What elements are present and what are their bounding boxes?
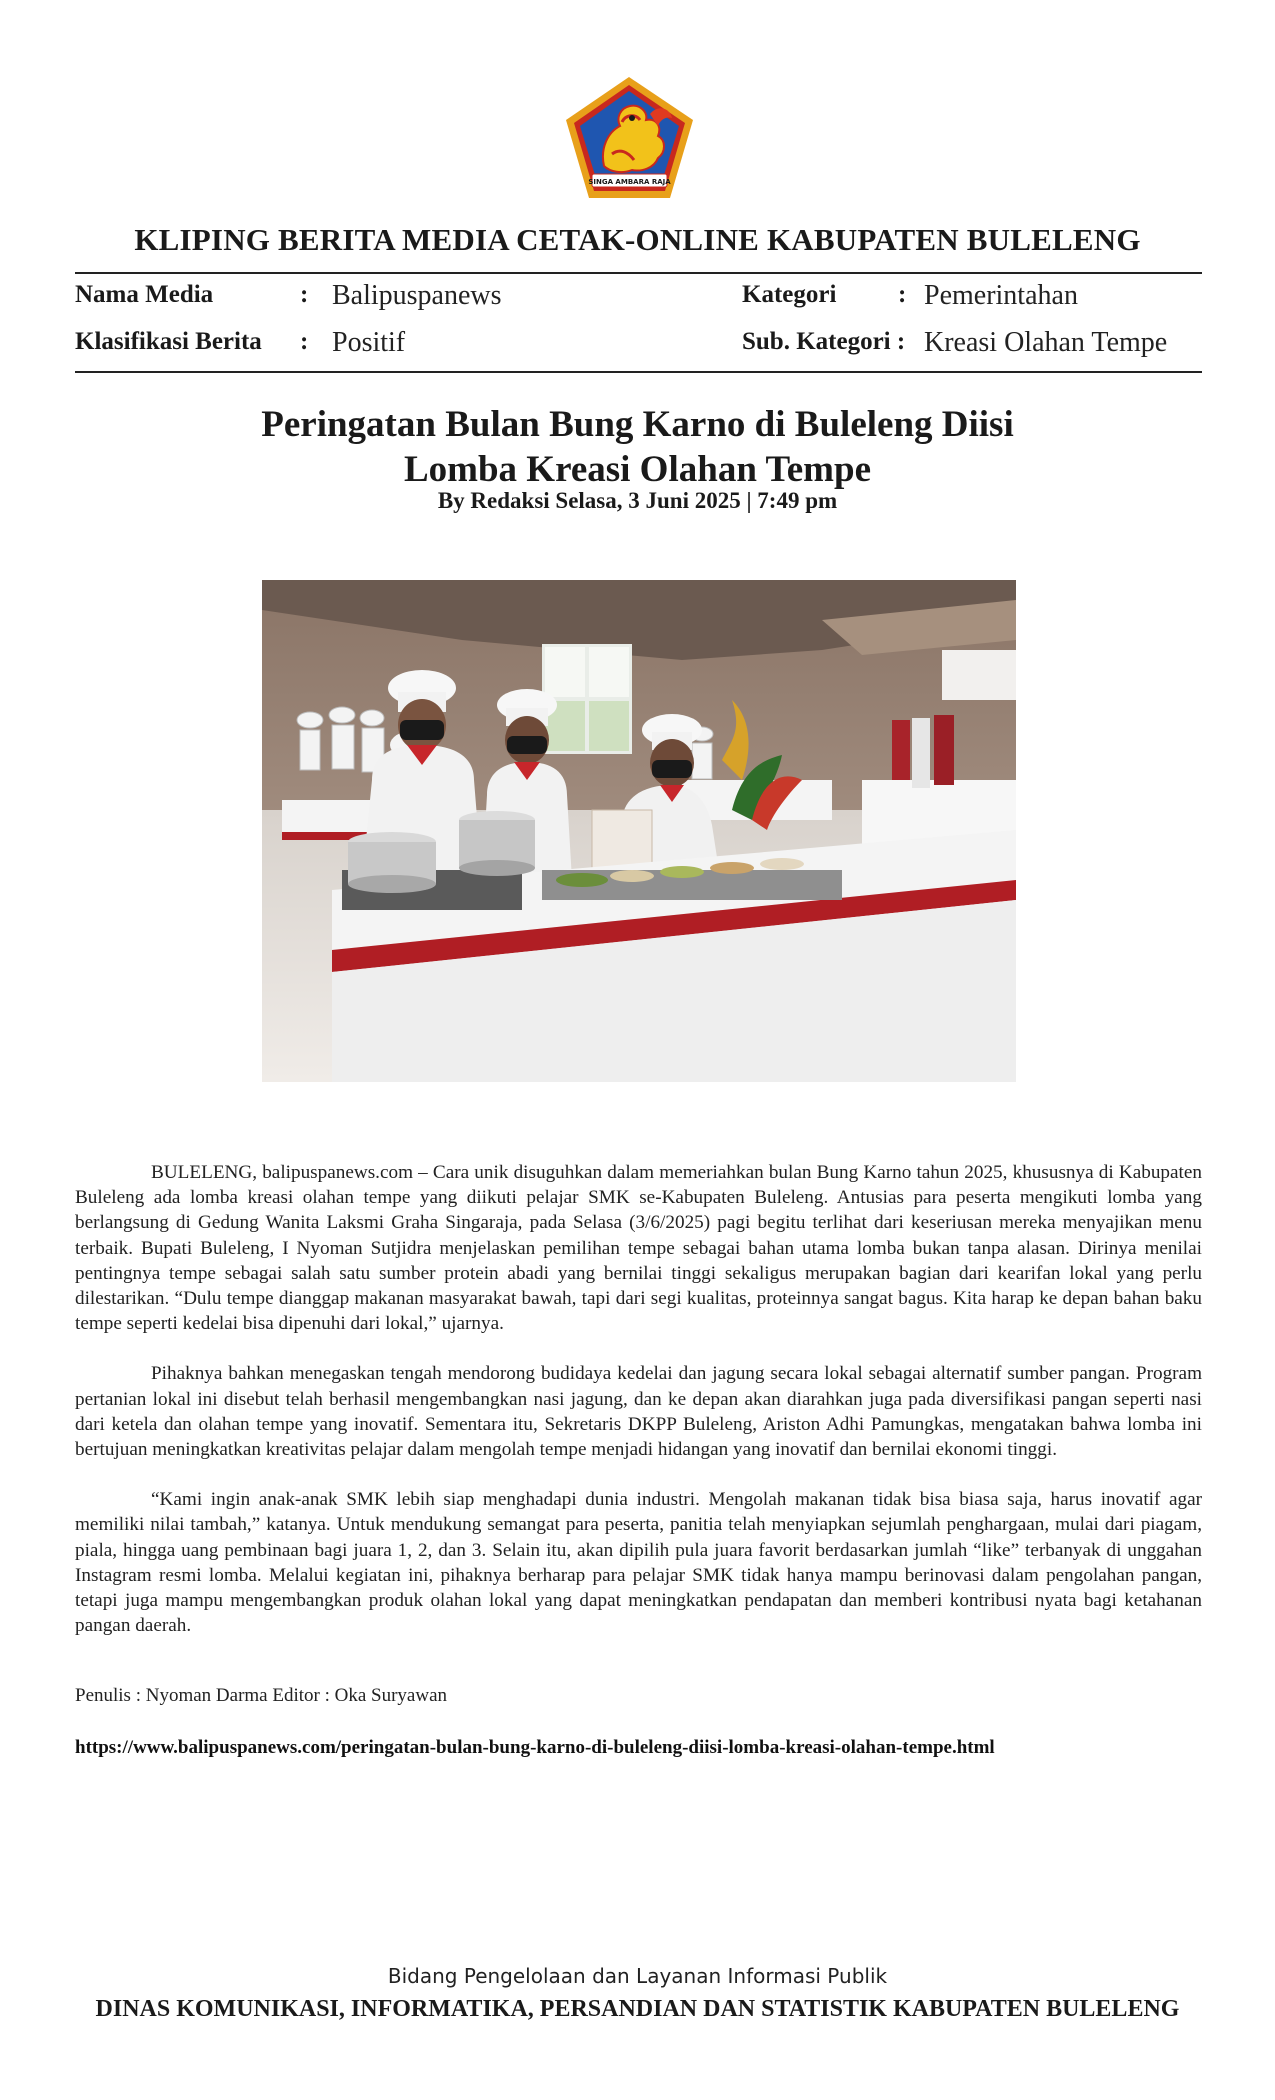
news-classification-colon: : (300, 328, 309, 355)
category-colon: : (898, 281, 907, 308)
header-divider-top (75, 272, 1202, 274)
article-paragraph-2: Pihaknya bahkan menegaskan tengah mendorong budidaya kedelai dan jagung secara lokal sebagai alternatif sumber pangan. Program pertanian lokal ini disebut telah berhasil mengembangkan nasi jagung, dan ke depan akan diarahkan juga pada diversifikasi pangan seperti nasi dari ketela dan olahan tempe yang inovatif. Sementara itu, Sekretaris DKPP Buleleng, Ariston Adhi Pamungkas, mengatakan bahwa lomba ini bertujuan meningkatkan kreativitas pelajar dalam mengolah tempe menjadi hidangan yang inovatif dan bernilai ekonomi tinggi. (75, 1363, 1202, 1461)
footer-agency: DINAS KOMUNIKASI, INFORMATIKA, PERSANDIAN DAN STATISTIK KABUPATEN BULELENG (95, 1996, 1180, 2022)
article-photo (262, 580, 1016, 1082)
media-name-label: Nama Media (75, 281, 214, 308)
header-divider-bottom (75, 371, 1202, 373)
article-title (0, 402, 1275, 492)
media-name-value: Balipuspanews (332, 280, 502, 311)
article-title-line-1: Peringatan Bulan Bung Karno di Buleleng Diisi (261, 404, 1014, 445)
sub-category-label: Sub. Kategori : (742, 328, 906, 355)
article-title-line-2: Lomba Kreasi Olahan Tempe (403, 449, 872, 490)
article-body (75, 1160, 1202, 1663)
clipping-header-title: KLIPING BERITA MEDIA CETAK-ONLINE KABUPATEN BULELENG (134, 222, 1141, 257)
sub-category-value: Kreasi Olahan Tempe (924, 327, 1168, 358)
article-paragraph-1: BULELENG, balipuspanews.com – Cara unik disuguhkan dalam memeriahkan bulan Bung Karno tahun 2025, khususnya di Kabupaten Buleleng ada lomba kreasi olahan tempe yang diikuti pelajar SMK se-Kabupaten Buleleng. Antusias para peserta mengikuti lomba yang berlangsung di Gedung Wanita Laksmi Graha Singaraja, pada Selasa (3/6/2025) pagi begitu terlihat dari keseriusan mereka menyajikan menu terbaik. Bupati Buleleng, I Nyoman Sutjidra menjelaskan pemilihan tempe sebagai bahan utama lomba bukan tanpa alasan. Dirinya menilai pentingnya tempe sebagai salah satu sumber protein abadi yang bernilai tinggi sekaligus merupakan bagian dari kearifan lokal yang perlu dilestarikan. “Dulu tempe dianggap makanan masyarakat bawah, tapi dari segi kualitas, proteinnya sangat bagus. Kita harap ke depan bahan baku tempe seperti kedelai bisa dipenuhi dari lokal,” ujarnya. (75, 1162, 1202, 1335)
buleleng-emblem-logo (562, 74, 697, 202)
svg-text:SINGA AMBARA RAJA: SINGA AMBARA RAJA (588, 178, 671, 186)
article-byline: By Redaksi Selasa, 3 Juni 2025 | 7:49 pm (437, 488, 838, 513)
article-paragraph-3: “Kami ingin anak-anak SMK lebih siap menghadapi dunia industri. Mengolah makanan tidak bisa biasa saja, harus inovatif agar memiliki nilai tambah,” katanya. Untuk mendukung semangat para peserta, panitia telah menyiapkan sejumlah penghargaan, mulai dari piagam, piala, hingga uang pembinaan bagi juara 1, 2, dan 3. Selain itu, akan dipilih pula juara favorit berdasarkan jumlah “like” terbanyak di unggahan Instagram resmi lomba. Melalui kegiatan ini, pihaknya berharap para pelajar SMK tidak hanya mampu berinovasi dalam pengolahan pangan, tetapi juga mampu mengembangkan produk olahan lokal yang dapat meningkatkan pendapatan dan memberi kontribusi nyata bagi ketahanan pangan daerah. (75, 1489, 1202, 1637)
media-name-colon: : (300, 281, 309, 308)
article-credits: Penulis : Nyoman Darma Editor : Oka Suryawan (75, 1685, 448, 1706)
news-classification-label: Klasifikasi Berita (75, 328, 262, 355)
news-classification-value: Positif (332, 327, 406, 358)
category-label: Kategori (742, 281, 837, 308)
footer-department: Bidang Pengelolaan dan Layanan Informasi Publik (387, 1964, 888, 1988)
category-value: Pemerintahan (924, 280, 1078, 311)
article-source-url[interactable]: https://www.balipuspanews.com/peringatan-bulan-bung-karno-di-buleleng-diisi-lomba-kreasi-olahan-tempe.html (75, 1737, 995, 1758)
